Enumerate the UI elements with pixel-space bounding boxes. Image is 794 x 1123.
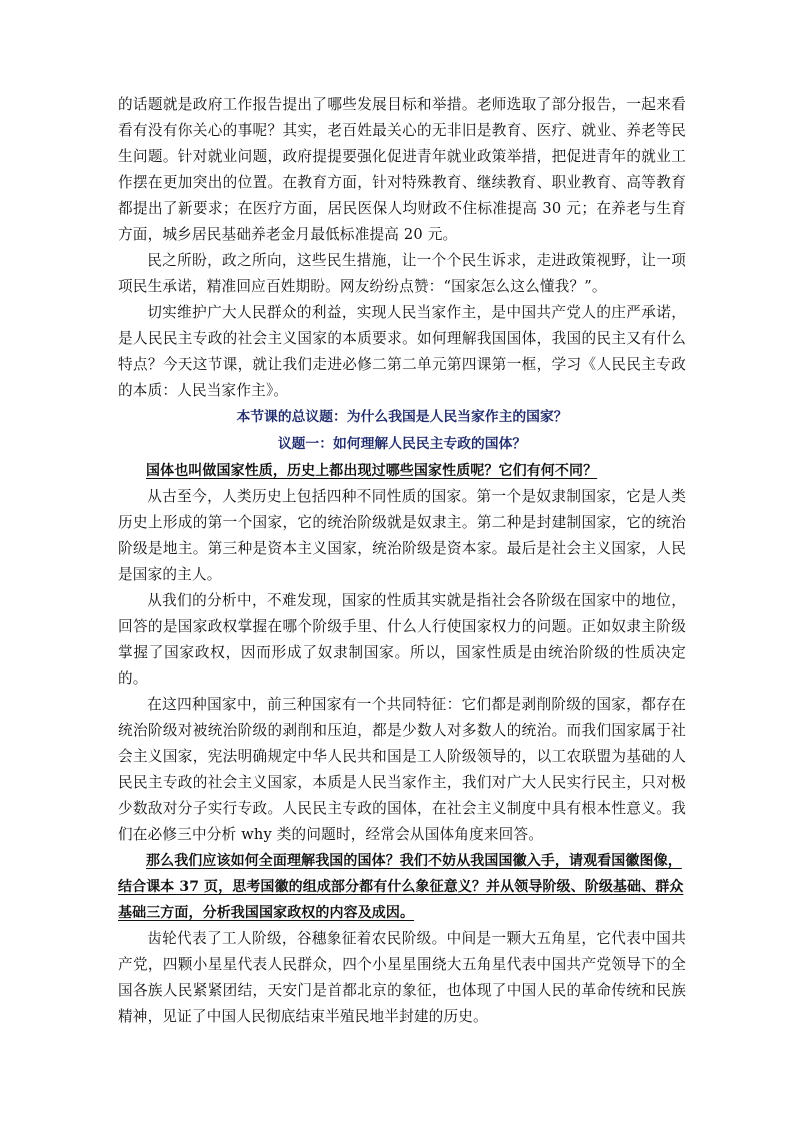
question-state-nature: 国体也叫做国家性质，历史上都出现过哪些国家性质呢？它们有何不同？ — [146, 463, 598, 479]
document-page — [118, 92, 686, 1030]
sub-topic-heading: 议题一：如何理解人民民主专政的国体？ — [277, 436, 527, 452]
question-national-emblem: 那么我们应该如何全面理解我国的国体？我们不妨从我国国徽入手，请观看国徽图像，结合课本 37 页，思考国徽的组成部分都有什么象征意义？并从领导阶级、阶级基础、群众基础三方面，分析我国国家政权的内容及成因。 — [118, 853, 684, 921]
body-paragraph-2: 从我们的分析中，不难发现，国家的性质其实就是指社会各阶级在国家中的地位，回答的是国家政权掌握在哪个阶级手里、什么人行使国家权力的问题。正如奴隶主阶级掌握了国家政权，因而形成了奴隶制国家。所以，国家性质是由统治阶级的性质决定的。 — [118, 592, 686, 687]
body-paragraph-1: 从古至今，人类历史上包括四种不同性质的国家。第一个是奴隶制国家，它是人类历史上形成的第一个国家，它的统治阶级就是奴隶主。第二种是封建制国家，它的统治阶级是地主。第三种是资本主义国家，统治阶级是资本家。最后是社会主义国家，人民是国家的主人。 — [118, 488, 686, 583]
intro-paragraph-1: 的话题就是政府工作报告提出了哪些发展目标和举措。老师选取了部分报告，一起来看看有没有你关心的事呢？其实，老百姓最关心的无非旧是教育、医疗、就业、养老等民生问题。针对就业问题，政府提提要强化促进青年就业政策举措，把促进青年的就业工作摆在更加突出的位置。在教育方面，针对特殊教育、继续教育、职业教育、高等教育都提出了新要求；在医疗方面，居民医保人均财政不住标准提高 30 元；在养老与生育方面，城乡居民基础养老金月最低标准提高 20 元。 — [118, 96, 686, 243]
intro-paragraph-3: 切实维护广大人民群众的利益，实现人民当家作主，是中国共产党人的庄严承诺，是人民民主专政的社会主义国家的本质要求。如何理解我国国体，我国的民主又有什么特点？今天这节课，就让我们走进必修二第二单元第四课第一框，学习《人民民主专政的本质：人民当家作主》。 — [118, 304, 686, 399]
main-topic-heading: 本节课的总议题：为什么我国是人民当家作主的国家？ — [236, 409, 568, 425]
body-paragraph-3: 在这四种国家中，前三种国家有一个共同特征：它们都是剥削阶级的国家，都存在统治阶级对被统治阶级的剥削和压迫，都是少数人对多数人的统治。而我们国家属于社会主义国家，宪法明确规定中华人民共和国是工人阶级领导的，以工农联盟为基础的人民民主专政的社会主义国家，本质是人民当家作主，我们对广大人民实行民主，只对极少数敌对分子实行专政。人民民主专政的国体，在社会主义制度中具有根本性意义。我们在必修三中分析 why 类的问题时，经常会从国体角度来回答。 — [118, 696, 686, 843]
emblem-paragraph: 齿轮代表了工人阶级，谷穗象征着农民阶级。中间是一颗大五角星，它代表中国共产党，四颗小星星代表人民群众，四个小星星围绕大五角星代表中国共产党领导下的全国各族人民紧紧团结，天安门是首都北京的象征，也体现了中国人民的革命传统和民族精神，见证了中国人民彻底结束半殖民地半封建的历史。 — [118, 930, 686, 1025]
intro-paragraph-2: 民之所盼，政之所向，这些民生措施，让一个个民生诉求，走进政策视野，让一项项民生承诺，精准回应百姓期盼。网友纷纷点赞：“国家怎么这么懂我？”。 — [118, 252, 686, 295]
